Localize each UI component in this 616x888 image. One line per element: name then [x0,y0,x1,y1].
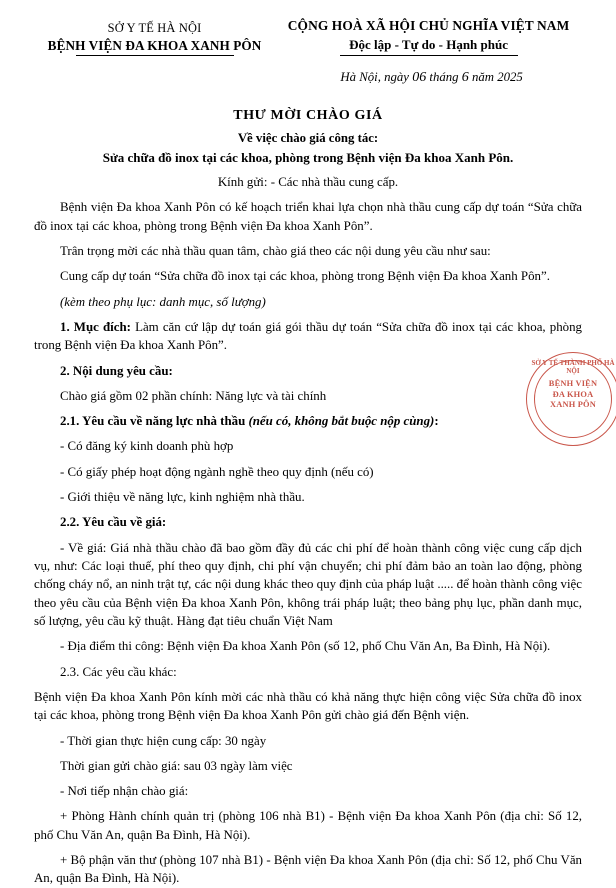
seal-text [527,379,616,411]
seal-line-3: XANH PÔN [549,400,597,409]
header-right-divider [340,55,518,56]
date-day: 06 [412,70,427,85]
paragraph-2: Trân trọng mời các nhà thầu quan tâm, chào giá theo các nội dung yêu cầu như sau: [60,243,491,258]
date-line [0,70,616,86]
document-body [0,173,616,888]
item-2-3-heading: 2.3. Các yêu cầu khác: [60,664,177,679]
date-month-label: tháng [429,70,459,84]
item-2-2-bullet-2: - Địa điểm thi công: Bệnh viện Đa khoa Xanh Pôn (số 12, phố Chu Văn An, Ba Đình, Hà Nội). [60,639,551,654]
item-2-2-bullet-1: - Về giá: Giá nhà thầu chào đã bao gồm đầy đủ các chi phí để hoàn thành công việc cung cấp dịch vụ, như: Các loại thuế, phí theo quy định, chi phí vận chuyển; chi phí đảm bảo an toàn lao động, phòng chống cháy nổ, an ninh trật tự, các nội dung khác theo quy định của pháp luật ..... để hoàn thành công việc theo yêu cầu của Bệnh viện Đa khoa Xanh Pôn, không trái pháp luật; theo bảng phụ lục, phần danh mục, số lượng, yêu cầu kỹ thuật. Hàng đạt tiêu chuẩn Việt Nam [34,540,582,628]
item-2-1-bullet-1: - Có đăng ký kinh doanh phù hợp [60,439,234,454]
title-block [0,108,616,166]
section-1-label: 1. Mục đích: [60,319,131,334]
official-seal [526,352,616,446]
item-2-3-bullet-1: - Thời gian thực hiện cung cấp: 30 ngày [60,733,267,748]
item-2-1-label: 2.1. Yêu cầu về năng lực nhà thầu [60,414,249,429]
paragraph-1: Bệnh viện Đa khoa Xanh Pôn có kế hoạch triển khai lựa chọn nhà thầu cung cấp dự toán “Sửa chữa đồ inox tại các khoa, phòng trong Bệnh viện Đa khoa Xanh Pôn”. [34,200,582,233]
seal-line-2: ĐA KHOA [552,389,594,399]
paragraph-3: Cung cấp dự toán “Sửa chữa đồ inox tại các khoa, phòng trong Bệnh viện Đa khoa Xanh Pôn”. [60,269,550,284]
national-motto: Độc lập - Tự do - Hạnh phúc [349,37,508,52]
item-2-3-bullet-2: Thời gian gửi chào giá: sau 03 ngày làm việc [60,758,293,773]
date-month: 6 [461,70,469,85]
item-2-1-bullet-3: - Giới thiệu về năng lực, kinh nghiệm nhà thầu. [60,490,305,505]
recipient-line: Kính gửi: - Các nhà thầu cung cấp. [217,175,399,189]
section-1-text: Làm căn cứ lập dự toán giá gói thầu dự toán “Sửa chữa đồ inox tại các khoa, phòng trong Bệnh viện Đa khoa Xanh Pôn”. [34,319,582,353]
seal-line-1: BỆNH VIỆN [548,379,598,388]
date-prefix: Hà Nội, ngày [340,70,409,84]
header-organization [34,18,275,56]
section-1 [34,318,582,355]
item-2-1-colon: : [434,414,439,429]
section-2-label: 2. Nội dung yêu cầu: [60,363,173,378]
section-2-text: Chào giá gồm 02 phần chính: Năng lực và tài chính [60,388,327,403]
document-header [0,0,616,56]
appendix-note: (kèm theo phụ lục: danh mục, số lượng) [60,294,266,309]
item-2-1-heading [34,412,582,430]
item-2-2-heading: 2.2. Yêu cầu về giá: [60,515,167,530]
header-national [275,18,582,56]
national-title: CỘNG HOÀ XÃ HỘI CHỦ NGHĨA VIỆT NAM [287,18,570,33]
seal-arc-top: SỞ Y TẾ THÀNH PHỐ HÀ NỘI [531,359,615,375]
title-subtitle-1: Về việc chào giá công tác: [237,131,379,145]
title-subtitle-2: Sửa chữa đồ inox tại các khoa, phòng trong Bệnh viện Đa khoa Xanh Pôn. [102,150,514,165]
item-2-3-bullet-3: - Nơi tiếp nhận chào giá: [60,784,189,799]
header-left-divider [76,55,234,56]
page-title: THƯ MỜI CHÀO GIÁ [233,108,383,123]
department-name: SỞ Y TẾ HÀ NỘI [107,21,202,35]
item-2-3-paragraph: Bệnh viện Đa khoa Xanh Pôn kính mời các nhà thầu có khả năng thực hiện công việc Sửa chữa đồ inox tại các khoa, phòng trong Bệnh viện Đa khoa Xanh Pôn gửi chào giá đến Bệnh viện. [34,689,582,723]
date-year: năm 2025 [471,70,523,84]
item-2-3-bullet-5: + Bộ phận văn thư (phòng 107 nhà B1) - Bệnh viện Đa khoa Xanh Pôn (địa chỉ: Số 12, phố Chu Văn An, quận Ba Đình, Hà Nội). [34,853,582,886]
hospital-name: BỆNH VIỆN ĐA KHOA XANH PÔN [47,38,262,53]
item-2-1-bullet-2: - Có giấy phép hoạt động ngành nghề theo quy định (nếu có) [60,464,374,479]
item-2-1-note: (nếu có, không bắt buộc nộp cùng) [248,414,435,429]
item-2-3-bullet-4: + Phòng Hành chính quản trị (phòng 106 nhà B1) - Bệnh viện Đa khoa Xanh Pôn (địa chỉ: Số 12, phố Chu Văn An, quận Ba Đình, Hà Nội). [34,809,582,842]
